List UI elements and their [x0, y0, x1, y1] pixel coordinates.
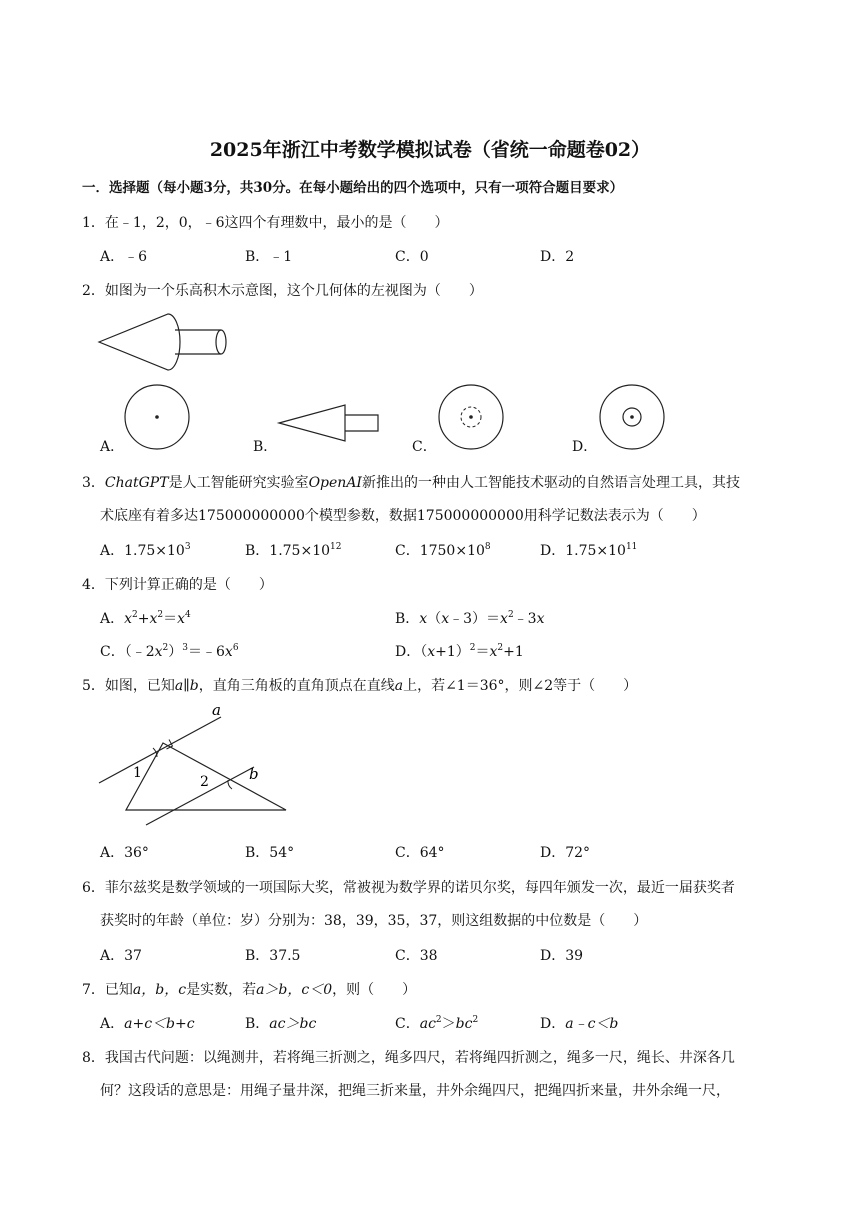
q3-option-c: C．$1750\times 10^8$	[395, 542, 491, 559]
question-8-line-1: 8．我国古代问题：以绳测井，若将绳三折测之，绳多四尺，若将绳四折测之，绳多一尺，绳长、井深各几	[82, 1050, 735, 1066]
question-8-line-2: 何？这段话的意思是：用绳子量井深，把绳三折来量，井外余绳四尺，把绳四折来量，井外余绳一尺，	[100, 1083, 730, 1099]
question-6-line-2: 获奖时的年龄（单位：岁）分别为：38，39，35，37，则这组数据的中位数是（ ）	[100, 913, 648, 929]
q2-option-c-figure	[437, 383, 505, 451]
line-b-label: b	[249, 765, 259, 783]
q1-option-b: B．﹣1	[245, 249, 293, 265]
question-7-stem: 7．已知a，b，c是实数，若a＞b，c＜0，则（ ）	[82, 982, 417, 998]
q1-option-d: D．2	[540, 249, 575, 265]
q2-option-d-figure	[598, 383, 666, 451]
question-5-stem: 5．如图，已知a∥b，直角三角板的直角顶点在直线a上，若∠1＝36°，则∠2等于（ ）	[82, 678, 638, 694]
angle-1-label: 1	[133, 765, 142, 781]
lego-figure	[96, 310, 231, 375]
q2-option-a-figure	[123, 383, 191, 451]
q2-option-c-label: C．	[412, 439, 437, 455]
question-2-stem: 2．如图为一个乐高积木示意图，这个几何体的左视图为（ ）	[82, 283, 483, 299]
q2-option-b-label: B．	[253, 439, 278, 455]
q1-option-c: C．0	[395, 249, 429, 265]
section-heading: 一．选择题（每小题3分，共30分。在每小题给出的四个选项中，只有一项符合题目要求）	[82, 180, 624, 196]
q6-option-b: B．37.5	[245, 948, 301, 964]
q5-option-b: B．54°	[245, 845, 295, 861]
q3-option-b: B．$1.75\times 10^{12}$	[245, 542, 342, 559]
q5-option-a: A．36°	[100, 845, 149, 861]
question-6-line-1: 6．菲尔兹奖是数学领域的一项国际大奖，常被视为数学界的诺贝尔奖，每四年颁发一次，最近一届获奖者	[82, 880, 735, 896]
q3-option-d: D．$1.75\times 10^{11}$	[540, 542, 638, 559]
question-3-line-2: 术底座有着多达175000000000个模型参数，数据175000000000用科学记数法表示为（ ）	[100, 508, 706, 524]
q5-option-d: D．72°	[540, 845, 591, 861]
q7-option-d: D．a﹣c＜b	[540, 1016, 619, 1032]
line-a-label: a	[212, 701, 221, 719]
q4-option-d: D．$(x+1)^2=x^2+1$	[395, 643, 524, 660]
q7-option-b: B．ac＞bc	[245, 1016, 317, 1032]
q4-option-c: C．$(﹣2x^2)^3=﹣6x^6$	[100, 643, 239, 660]
question-4-stem: 4．下列计算正确的是（ ）	[82, 577, 273, 593]
question-3-line-1: 3．ChatGPT是人工智能研究实验室OpenAI新推出的一种由人工智能技术驱动的自然语言处理工具，其技	[82, 475, 740, 491]
q6-option-d: D．39	[540, 948, 584, 964]
q3-option-a: A．$1.75\times 10^3$	[100, 542, 191, 559]
q7-option-a: A．a+c＜b+c	[100, 1016, 195, 1032]
question-1-stem: 1．在﹣1，2，0，﹣6这四个有理数中，最小的是（ ）	[82, 215, 449, 231]
q2-option-a-label: A．	[100, 439, 125, 455]
q6-option-c: C．38	[395, 948, 438, 964]
q4-option-a: A．$x^2+x^2=x^4$	[100, 610, 191, 627]
q4-option-b: B．$x(x﹣3)=x^2﹣3x$	[395, 610, 545, 627]
q7-option-c: C．$ac^2>bc^2$	[395, 1015, 479, 1032]
angle-2-label: 2	[200, 774, 209, 790]
q2-option-b-figure	[277, 403, 382, 443]
parallel-lines-figure	[96, 701, 296, 830]
page-title: 2025年浙江中考数学模拟试卷（省统一命题卷02）	[209, 139, 651, 161]
q2-option-d-label: D．	[572, 439, 598, 455]
q6-option-a: A．37	[100, 948, 142, 964]
q1-option-a: A．﹣6	[100, 249, 148, 265]
q5-option-c: C．64°	[395, 845, 445, 861]
